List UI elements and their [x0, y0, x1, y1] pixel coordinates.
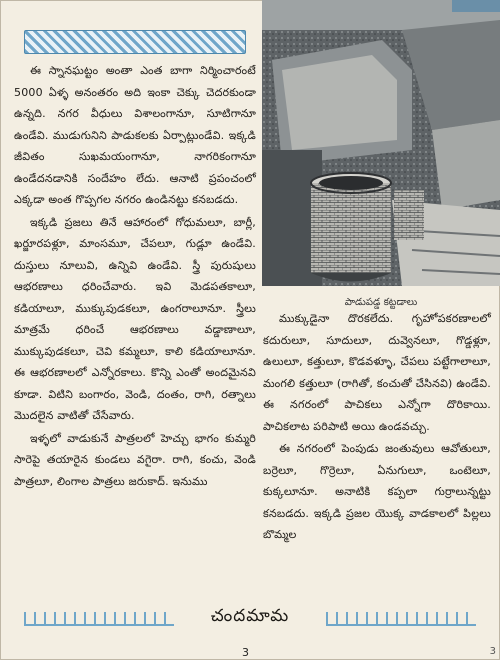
magazine-title: చందమామ [210, 606, 290, 626]
right-column [263, 308, 491, 546]
decorative-banner [24, 30, 246, 54]
paragraph: ముక్కుడైనా దొరకలేదు. గృహోపకరణాలలో కదురులూ, సూదులూ, దువ్వెనలూ, గొడ్డళ్లూ, ఉలులూ, కత్తులూ, కొడవళ్ళూ, చేపలు పట్టేగాలాలూ, మంగలి కత్తులూ (రాగితో, కంచుతో చేసినవి) ఉండేవి. ఈ నగరంలో పాచికలు ఎన్నోగా దొరికాయి. పాచికలాట పరిపాటి అయి ఉండవచ్చు. [263, 312, 491, 433]
footer-ornament-right [326, 612, 476, 626]
photo-caption: పాడుపడ్డ కట్టడాలు [344, 297, 418, 308]
corner-page-number: 3 [489, 646, 496, 657]
ruins-illustration [262, 0, 500, 286]
paragraph: ఈ స్నానఘట్టం అంతా ఎంత బాగా నిర్మించారంటే 5000 ఏళ్ళ అనంతరం అది ఇంకా చెక్కు చెదరకుండా ఉన్నది. నగర వీధులు విశాలంగానూ, సూటిగానూ ఉండేవి. ముడుగునిని పాడుకలకు ఏర్పాట్లుండేవి. ఇక్కడి జీవితం సుఖమయంగానూ, నాగరికంగానూ ఉండేదనడానికి సందేహం లేదు. ఆనాటి ప్రపంచంలో ఎక్కడా అంత గొప్పగల నగరం ఉండినట్టు కనబడదు. [14, 64, 256, 206]
ruins-photo [262, 0, 500, 286]
paragraph: ఈ నగరంలో పెంపుడు జంతువులు ఆవోతులూ, బర్రెలూ, గొర్రెలూ, ఏనుగులూ, ఒంటెలూ, కుక్కలూనూ. అనాటికి కప్పలా గుర్రాలున్నట్టు కనబడదు. ఇక్కడి ప్రజల యొక్క వాడకాలలో పిల్లలు బొమ్మల [263, 442, 491, 541]
paragraph: ఇక్కడి ప్రజలు తినే ఆహారంలో గోధుమలూ, బార్లీ, ఖర్జూరపళ్లూ, మాంసమూ, చేపలూ, గుడ్లూ ఉండేవి. దుస్తులు నూలువి, ఉన్నివి ఉండేవి. స్త్రీ పురుషులు ఆభరణాలు ధరించేవారు. ఇవి మెడపతకాలూ, కడియాలూ, ముక్కుపుడకలూ, ఉంగరాలూనూ. స్త్రీలు మాత్రమే ధరించే ఆభరణాలు వడ్డాణాలూ, ముక్కుపుడకలూ, చెవి కమ్మలూ, కాలి కడియాలూనూ. ఈ ఆభరణాలలో ఎన్నోరకాలు. కొన్ని ఎంతో అందమైనవి కూడా. విటిని బంగారం, వెండి, దంతం, రాగి, రత్నాలు మొదలైన వాటితో చేసేవారు. [14, 215, 256, 422]
left-column [14, 30, 256, 492]
page-footer [0, 604, 500, 660]
page-number: 3 [242, 646, 249, 659]
footer-ornament-left [24, 612, 174, 626]
paragraph: ఇళ్ళలో వాడుకునే పాత్రలలో హెచ్చు భాగం కుమ్మరి సారెపై తయారైన కుండలు వగైరా. రాగి, కంచు, వెండి పాత్రలూ, లింగాల పాత్రలు జరుకాద్. ఇనుము [14, 431, 256, 488]
